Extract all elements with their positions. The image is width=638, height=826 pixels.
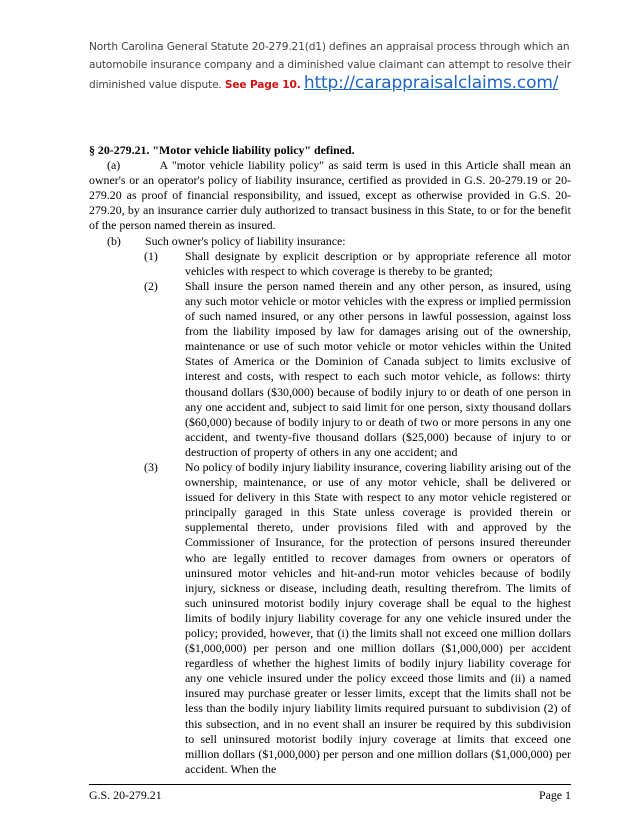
list-item xyxy=(89,279,571,460)
item-text: No policy of bodily injury liability insurance, covering liability arising out of the ownership, maintenance, or use of any motor vehicle, shall be delivered or issued for delivery in this State with respect to any motor vehicle registered or principally garaged in this State unless coverage is provided therein or supplemental thereto, under provisions filed with and approved by the Commissioner of Insurance, for the protection of persons insured thereunder who are legally entitled to recover damages from owners or operators of uninsured motor vehicles and hit-and-run motor vehicles because of bodily injury, sickness or disease, including death, resulting therefrom. The limits of such uninsured motorist bodily injury coverage shall be equal to the highest limits of bodily injury liability coverage for any one vehicle insured under the policy; provided, however, that (i) the limits shall not exceed one million dollars ($1,000,000) per person and one million dollars ($1,000,000) per accident regardless of whether the highest limits of bodily injury liability coverage for any one vehicle insured under the policy exceed those limits and (ii) a named insured may purchase greater or lesser limits, except that the limits shall not be less than the bodily injury liability limits required pursuant to subdivision (2) of this subsection, and in no event shall an insurer be required by this subdivision to sell uninsured motorist bodily injury coverage at limits that exceed one million dollars ($1,000,000) per person and one million dollars ($1,000,000) per accident. When the xyxy=(185,459,571,776)
promo-banner xyxy=(89,38,579,94)
page-number: Page 1 xyxy=(538,788,571,802)
list-item xyxy=(89,249,571,279)
footer-divider xyxy=(89,784,571,785)
item-number: (3) xyxy=(144,459,158,474)
subsection-a xyxy=(89,158,571,233)
section-heading: § 20-279.21. "Motor vehicle liability policy" defined. xyxy=(89,143,355,157)
subsection-a-label: (a) xyxy=(107,158,121,173)
subsection-b-label: (b) xyxy=(107,233,121,248)
subsection-b-text: Such owner's policy of liability insurance: xyxy=(145,233,346,248)
item-text: Shall designate by explicit description or by appropriate reference all motor vehicles with respect to which coverage is thereby to be granted; xyxy=(185,248,571,278)
footer-statute-ref: G.S. 20-279.21 xyxy=(89,788,162,802)
website-link[interactable]: http://carappraisalclaims.com/ xyxy=(303,73,559,93)
subsection-a-text: A "motor vehicle liability policy" as said term is used in this Article shall mean an owner's or an operator's policy of liability insurance, certified as provided in G.S. 20-279.19 or 20-279.20 as proof of financial responsibility, and issued, except as otherwise provided in G.S. 20-279.20, by an insurance carrier duly authorized to transact business in this State, to or for the benefit of the person named therein as insured. xyxy=(89,158,571,233)
subsection-b xyxy=(89,234,571,249)
item-text: Shall insure the person named therein and any other person, as insured, using any such motor vehicle or motor vehicles with the express or implied permission of such named insured, or any other persons in lawful possession, against loss from the liability imposed by law for damages arising out of the ownership, maintenance or use of such motor vehicle or motor vehicles within the United States of America or the Dominion of Canada subject to limits exclusive of interest and costs, with respect to each such motor vehicle, as follows: thirty thousand dollars ($30,000) because of bodily injury to or death of one person in any one accident and, subject to said limit for one person, sixty thousand dollars ($60,000) because of bodily injury to or death of two or more persons in any one accident, and twenty-five thousand dollars ($25,000) because of injury to or destruction of property of others in any one accident; and xyxy=(185,278,571,459)
item-number: (1) xyxy=(144,248,158,263)
list-item xyxy=(89,460,571,777)
statute-body xyxy=(89,143,571,777)
see-page-note: See Page 10. xyxy=(224,79,301,91)
item-number: (2) xyxy=(144,278,158,293)
banner-text: North Carolina General Statute 20-279.21(d1) defines an appraisal process through which an automobile insurance company and a diminished value claimant can attempt to resolve their diminished value dispute. xyxy=(89,41,571,91)
